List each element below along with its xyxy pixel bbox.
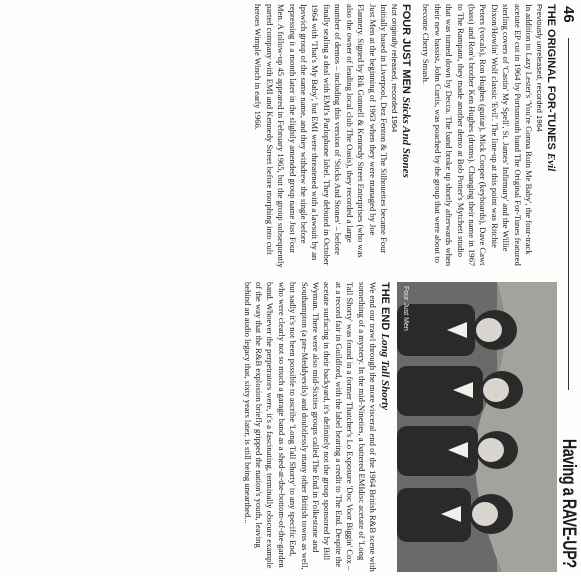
entry-subtitle: Previously unreleased, recorded 1964 — [535, 4, 544, 132]
right-column — [233, 282, 557, 572]
photo-credit: Four Just Men — [402, 286, 410, 331]
left-column — [244, 4, 557, 268]
entry-the-end — [241, 282, 391, 572]
entry-artist: THE END — [379, 282, 391, 331]
page-number: 46 — [560, 6, 577, 23]
entry-original-for-tunes — [420, 4, 557, 268]
entry-body: We end our trawl through the more visceral end of the 1964 British R&B scene with something of a mystery. In the mid-Nineties, a battered EMIdisc acetate of 'Long Tall Shorty' was found in a former Thatcher's Lo Exposure 'Doc Voor Biggin' Cox – at a record fair in Guildford, with the label bearing a credit to The End. Despite the acetate surfacing in their backyard, it's definitely not the group sponsored by Bill Wyman. There were also mid-Sixties groups called The End in Folkestone and Southampton (a pre-Meddyevils) and doubtlessly many other British towns as well, but sadly it's not been possible to ascribe 'Long Tall Shorty' to any specific End, who were clearly not so much a garage band as a shed-at-the-bottom-of-the-garden band. Whoever the perpetrators were, it's a fascinating, terminally obscure example of the way that the R&B explosion briefly gripped the nation's youth, leaving behind an audio legacy that, sixty years later, is still being unearthed... — [242, 282, 378, 572]
entry-body: Initially based in Liverpool, Dez Fenton & The Silhouettes became Four Just Men at the beginning of 1963 when they were managed by Joe Flannery. Signed by Rik Gunnell & Kennedy Street Enterprises (who was also the owner of leading local club The Oasis), they recorded a large number of demos – including this version of 'Sticks And Stones' – before finally sealing a deal with EMI's Parlophone label. They debuted in October 1964 with 'That's My Baby', but EMI were threatened with a lawsuit by an Ipswich group of the same name, and they withdrew the single before repressing it a month later in the slightly amended group name Just Four Men. A follow-up 45 appeared in February 1965, but the group subsequently parted company with EMI and Kennedy Street before morphing into cult heroes Wimple Winch in early 1966. — [253, 4, 389, 268]
entry-four-just-men — [252, 4, 412, 268]
entry-body: In addition to Lazy Lester's 'You're Gonna Ruin Me Baby', the four-track acetate EP cut in 1964 by Portsmouth band The Original For-Tunes featured sterling covers of 'Castin' My Spell', St. James' Infirmary' and the Willie Dixon/Howlin' Wolf classic 'Evil'. The line-up at this point was Ritchie Peters (vocals), Ron Hughes (guitar), Mick Cooper (keyboards), Dave Cawt (bass) and Ron's brother Ken Hughes (drums). Changing their name in 1967 to The Rampant, they made another demo at Bob Potter's Mytchett studio that was turned down by Decca. The band broke up shortly afterwards when their new bassist, John Curtis, was poached by the group that were about to become Cherry Smash. — [421, 4, 534, 267]
entry-artist: THE ORIGINAL FOR-TUNES — [545, 4, 557, 150]
band-photo-image — [397, 282, 557, 572]
running-head: Having a RAVE-UP? — [558, 439, 579, 568]
entry-album: Evil — [545, 152, 557, 172]
entry-album: Sticks And Stones — [399, 96, 412, 178]
header-rule — [568, 38, 569, 390]
entry-artist: FOUR JUST MEN — [399, 4, 412, 94]
entry-subtitle: Not originally released, recorded 1964 — [389, 4, 399, 133]
band-photo — [397, 282, 557, 572]
entry-album: Long Tall Shorty — [379, 333, 391, 410]
